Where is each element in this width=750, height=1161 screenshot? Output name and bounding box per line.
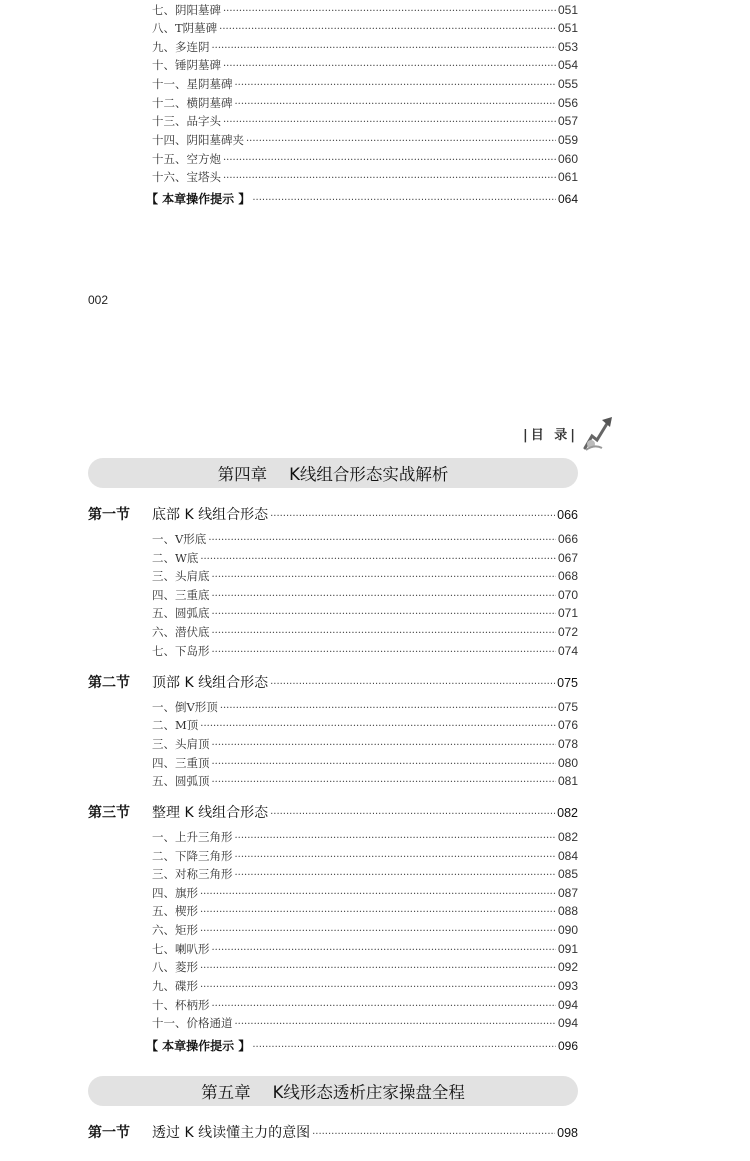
toc-item[interactable]: 三、对称三角形 ····· 085 xyxy=(152,865,578,883)
toc-item[interactable]: 五、圆弧底 ····· 071 xyxy=(152,604,578,622)
toc-item[interactable]: 七、喇叭形 ····· 091 xyxy=(152,940,578,958)
toc-item[interactable]: 十六、宝塔头 ····· 061 xyxy=(152,168,578,186)
toc-item[interactable]: 十、锤阴墓碑 ····· 054 xyxy=(152,56,578,74)
section-heading[interactable]: 第一节 底部 K 线组合形态 ····· 066 xyxy=(88,504,578,526)
toc-item[interactable]: 三、头肩顶 ····· 078 xyxy=(152,735,578,753)
chapter-5-banner[interactable] xyxy=(88,1076,578,1106)
toc-item[interactable]: 九、碟形 ····· 093 xyxy=(152,977,578,995)
toc-item[interactable]: 六、矩形 ····· 090 xyxy=(152,921,578,939)
chapter-tip-entry[interactable]: 【 本章操作提示 】 ····· 064 xyxy=(146,189,578,209)
toc-item[interactable]: 十一、星阴墓碑 ····· 055 xyxy=(152,75,578,93)
toc-item[interactable]: 四、旗形 ····· 087 xyxy=(152,884,578,902)
toc-item[interactable]: 二、W底 ····· 067 xyxy=(152,549,578,567)
toc-item[interactable]: 十二、横阴墓碑 ····· 056 xyxy=(152,94,578,112)
section-heading[interactable]: 第二节 顶部 K 线组合形态 ····· 075 xyxy=(88,672,578,694)
toc-item[interactable]: 十一、价格通道 ····· 094 xyxy=(152,1014,578,1032)
chapter-number: 第四章 xyxy=(217,465,268,484)
toc-item[interactable]: 十五、空方炮 ····· 060 xyxy=(152,150,578,168)
header-label: |目 录| xyxy=(522,428,578,443)
toc-item[interactable]: 七、阴阳墓碑 ····· 051 xyxy=(152,1,578,19)
section-heading[interactable]: 第一节 透过 K 线读懂主力的意图 ····· 098 xyxy=(88,1122,578,1144)
chapter-number: 第五章 xyxy=(201,1083,251,1102)
toc-item[interactable]: 十四、阴阳墓碑夹 ····· 059 xyxy=(152,131,578,149)
toc-item[interactable]: 八、T阴墓碑 ····· 051 xyxy=(152,19,578,37)
section-heading[interactable]: 第三节 整理 K 线组合形态 ····· 082 xyxy=(88,802,578,824)
page-header xyxy=(520,414,620,454)
toc-item[interactable]: 五、楔形 ····· 088 xyxy=(152,902,578,920)
toc-item[interactable]: 四、三重底 ····· 070 xyxy=(152,586,578,604)
toc-item[interactable]: 七、下岛形 ····· 074 xyxy=(152,642,578,660)
toc-item[interactable]: 九、多连阴 ····· 053 xyxy=(152,38,578,56)
toc-item[interactable]: 二、下降三角形 ····· 084 xyxy=(152,847,578,865)
toc-item[interactable]: 一、上升三角形 ····· 082 xyxy=(152,828,578,846)
rising-arrow-icon xyxy=(582,414,616,452)
toc-item[interactable]: 八、菱形 ····· 092 xyxy=(152,958,578,976)
toc-item[interactable]: 六、潜伏底 ····· 072 xyxy=(152,623,578,641)
toc-item[interactable]: 二、M顶 ····· 076 xyxy=(152,716,578,734)
chapter-title: K线组合形态实战解析 xyxy=(289,465,449,484)
toc-item[interactable]: 十、杯柄形 ····· 094 xyxy=(152,996,578,1014)
page-number: 002 xyxy=(88,293,109,307)
toc-item[interactable]: 一、倒V形顶 ····· 075 xyxy=(152,698,578,716)
toc-item[interactable]: 三、头肩底 ····· 068 xyxy=(152,567,578,585)
chapter-4-banner[interactable] xyxy=(88,458,578,488)
chapter-tip-entry[interactable]: 【 本章操作提示 】 ····· 096 xyxy=(146,1036,578,1056)
toc-item[interactable]: 十三、品字头 ····· 057 xyxy=(152,112,578,130)
toc-item[interactable]: 一、V形底 ····· 066 xyxy=(152,530,578,548)
chapter-title: K线形态透析庄家操盘全程 xyxy=(272,1083,465,1102)
toc-item[interactable]: 四、三重顶 ····· 080 xyxy=(152,754,578,772)
toc-item[interactable]: 五、圆弧顶 ····· 081 xyxy=(152,772,578,790)
